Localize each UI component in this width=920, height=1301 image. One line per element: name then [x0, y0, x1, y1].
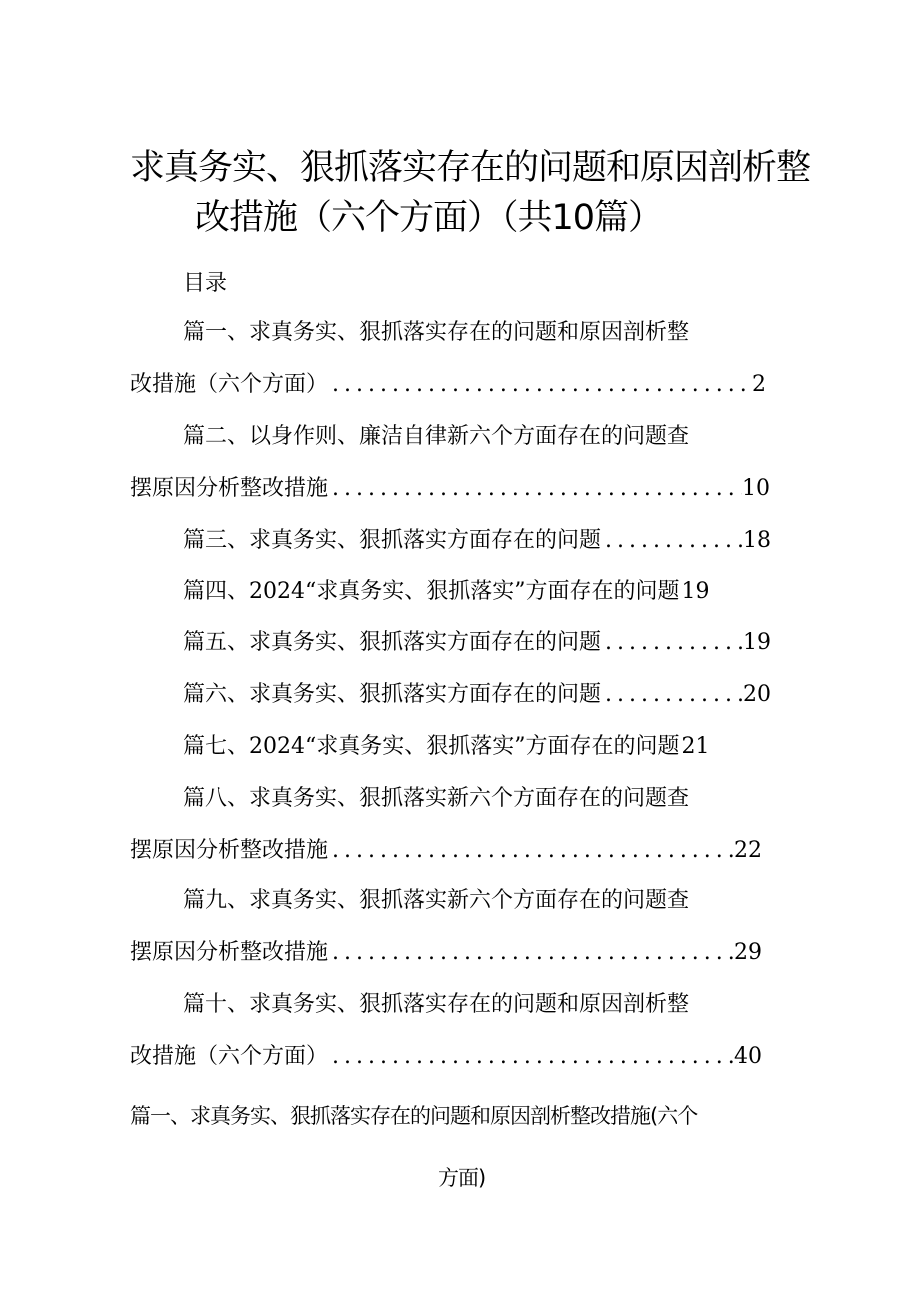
toc-entry-10 [130, 1042, 762, 1072]
toc-entry-3-page: 18 [743, 528, 771, 553]
toc-entry-7-page: 21 [681, 734, 710, 759]
toc-entry-2 [130, 474, 770, 504]
toc-entry-6-page: 20 [743, 682, 771, 707]
toc-entry-9 [130, 938, 762, 968]
toc-entry-3-text: 篇三、求真务实、狠抓落实方面存在的问题 [183, 528, 602, 553]
toc-leader-dots [328, 836, 734, 866]
document-title-line-1: 求真务实、狠抓落实存在的问题和原因剖析整 [130, 148, 811, 188]
toc-entry-8-line-1: 篇八、求真务实、狠抓落实新六个方面存在的问题查 [183, 786, 690, 811]
toc-entry-6 [183, 680, 771, 710]
toc-entry-7 [183, 732, 709, 762]
toc-entry-1-page: 2 [752, 372, 766, 397]
toc-entry-5-page: 19 [743, 630, 771, 655]
toc-entry-3 [183, 526, 771, 556]
toc-entry-2-line-2: 摆原因分析整改措施 [130, 476, 329, 501]
toc-entry-4-page: 19 [681, 579, 710, 604]
section-heading-line-2: 方面) [438, 1166, 486, 1190]
toc-leader-dots [601, 628, 743, 658]
toc-label: 目录 [183, 271, 228, 296]
toc-entry-4 [183, 577, 709, 607]
toc-leader-dots [328, 1042, 734, 1072]
toc-entry-2-page: 10 [742, 476, 770, 501]
toc-entry-1-line-1: 篇一、求真务实、狠抓落实存在的问题和原因剖析整 [183, 320, 690, 345]
toc-entry-8 [130, 836, 762, 866]
toc-entry-1 [130, 370, 766, 400]
toc-entry-9-page: 29 [734, 940, 762, 965]
toc-leader-dots [328, 370, 752, 400]
toc-leader-dots [601, 680, 743, 710]
toc-entry-5 [183, 628, 771, 658]
toc-entry-10-page: 40 [734, 1044, 762, 1069]
toc-entry-5-text: 篇五、求真务实、狠抓落实方面存在的问题 [183, 630, 602, 655]
toc-entry-8-page: 22 [734, 838, 762, 863]
toc-leader-dots [328, 474, 742, 504]
toc-entry-9-line-1: 篇九、求真务实、狠抓落实新六个方面存在的问题查 [183, 888, 690, 913]
section-heading-line-1: 篇一、求真务实、狠抓落实存在的问题和原因剖析整改措施(六个 [130, 1104, 698, 1128]
toc-entry-9-line-2: 摆原因分析整改措施 [130, 940, 329, 965]
toc-entry-7-text: 篇七、2024“求真务实、狠抓落实”方面存在的问题 [183, 734, 680, 759]
toc-entry-1-line-2: 改措施（六个方面） [130, 372, 329, 397]
document-title-line-2: 改措施（六个方面）（共10篇） [195, 198, 663, 238]
toc-entry-4-text: 篇四、2024“求真务实、狠抓落实”方面存在的问题 [183, 579, 680, 604]
toc-leader-dots [601, 526, 743, 556]
toc-leader-dots [328, 938, 734, 968]
toc-entry-10-line-1: 篇十、求真务实、狠抓落实存在的问题和原因剖析整 [183, 992, 690, 1017]
toc-entry-6-text: 篇六、求真务实、狠抓落实方面存在的问题 [183, 682, 602, 707]
toc-entry-2-line-1: 篇二、以身作则、廉洁自律新六个方面存在的问题查 [183, 424, 690, 449]
toc-entry-8-line-2: 摆原因分析整改措施 [130, 838, 329, 863]
toc-entry-10-line-2: 改措施（六个方面） [130, 1044, 329, 1069]
